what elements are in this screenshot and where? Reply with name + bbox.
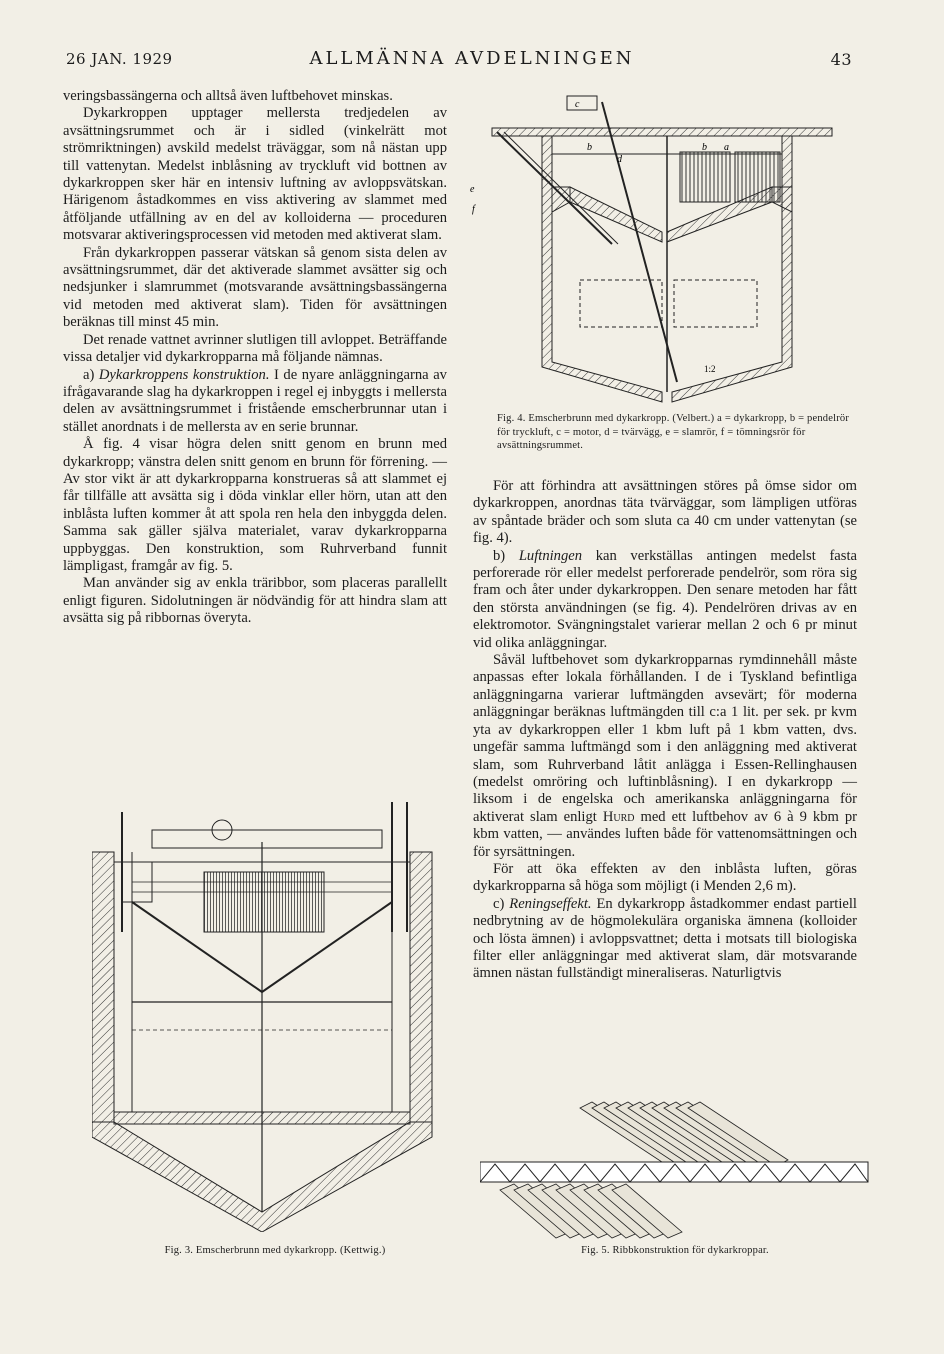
label-b-right: b bbox=[702, 142, 707, 153]
section-heading: Reningseffekt. bbox=[509, 895, 592, 912]
paragraph bbox=[473, 548, 857, 652]
label-c: c bbox=[575, 99, 580, 110]
label-slope: 1:2 bbox=[704, 364, 716, 374]
section-heading: Dykarkroppens konstruktion. bbox=[98, 366, 270, 383]
paragraph: Från dykarkroppen passerar vätskan så genom sista delen av avsättningsrummet, där det aktiverade slammet avsätter sig och nedsjunker i slamrummet (motsvarande avsättningsbassängerna vid metoden med aktiverat slam). Tiden för avsättningen beräknas till minst 45 min. bbox=[63, 244, 447, 331]
list-marker: b) bbox=[493, 547, 519, 564]
header-date: 26 JAN. 1929 bbox=[66, 50, 173, 68]
paragraph-text: En dykarkropp åstadkommer endast partiell nedbrytning av de högmolekulära organiska ämnena (kolloider och lösta ämnen) i avloppsvattnet; detta i motsats till biologiska filter eller anläggningar med aktiverat slam, där motsvarande ämnen nästan fullständigt mineraliseras. Naturligtvis bbox=[473, 895, 857, 982]
section-heading: Luftningen bbox=[518, 547, 583, 564]
paragraph: veringsbassängerna och alltså även luftbehovet minskas. bbox=[63, 88, 393, 104]
figure-5 bbox=[480, 1100, 870, 1240]
paragraph-text: I de nyare anläggningarna av ifrågavarande slag ha dykarkroppen i regel ej inbyggts i mellersta delen av avsättningsrummet i fristående emscherbrunnar utan i stället anordnats i de mellersta av en serie brunnar. bbox=[63, 366, 447, 435]
label-f: f bbox=[472, 204, 475, 215]
figure-4-drawing bbox=[452, 92, 852, 407]
figure-3-drawing bbox=[92, 792, 447, 1232]
paragraph: Man använder sig av enkla träribbor, som placeras parallellt enligt figuren. Sidolutningen är nödvändig för att hindra slam att avsätta sig på ribbornas överyta. bbox=[63, 575, 447, 627]
figure-5-caption: Fig. 5. Ribbkonstruktion för dykarkroppar. bbox=[581, 1245, 769, 1256]
right-column bbox=[473, 478, 857, 983]
figure-4-caption: Fig. 4. Emscherbrunn med dykarkropp. (Velbert.) a = dykarkropp, b = pendelrör för tryckluft, c = motor, d = tvärvägg, e = slamrör, f = tömningsrör för avsättningsrummet. bbox=[497, 413, 850, 451]
paragraph-text: Såväl luftbehovet som dykarkropparnas rymdinnehåll måste anpassas efter lokala förhållanden. I de i Tyskland befintliga anläggningarna varierar luftmängden avsevärt; för moderna anläggningar beräknas luftmängden till c:a 1 lit. per sek. pr kvm yta av dykarkroppen eller 1 kbm luft på 1 kbm vatten, dvs. ungefär samma luftmängd som i den anläggning med aktiverat slam, som Ruhrverband låtit anlägga i Essen-Rellinghausen (medelst omröring och luftinblåsning). I en dykarkropp — liksom i de engelska och amerikanska anläggningarna för aktiverat slam enligt bbox=[473, 652, 857, 825]
figure-4 bbox=[452, 92, 852, 407]
label-d: d bbox=[617, 154, 622, 165]
figure-3 bbox=[92, 792, 447, 1232]
list-marker: c) bbox=[493, 895, 510, 912]
paragraph-text: kan verkställas antingen medelst fasta perforerade rör eller medelst perforerade pendelrör, som röra sig fram och åter under dykarkroppen. Den senare metoden har fått den största användningen (se fig. 4). Pendelrören drivas av en elektromotor. Svängningstalet varierar mellan 2 och 6 pr minut vid olika anläggningar. bbox=[473, 547, 857, 651]
figure-5-drawing bbox=[480, 1100, 870, 1240]
paragraph bbox=[473, 652, 857, 861]
paragraph: Dykarkroppen upptager mellersta tredjedelen av avsättningsrummet och är i sidled (vinkelrätt mot strömriktningen) avskild medelst träväggar, som nå nästan upp till vattenytan. Medelst inblåsning av tryckluft vid bottnen av dykarkroppen sker här en intensiv luftning av avloppsvätskan. Härigenom åstadkommes en viss aktivering av slammet med åtföljande utfällning av en del av kolloiderna — proceduren motsvarar aktiveringsprocessen vid metoden med aktiverat slam. bbox=[63, 105, 447, 244]
paragraph-text: med ett luftbehov av 6 à 9 kbm pr kbm vatten, — användes luften både för vattenomsättningen och för syrsättningen. bbox=[473, 808, 857, 860]
left-column bbox=[63, 88, 447, 628]
label-e: e bbox=[470, 184, 475, 195]
paragraph bbox=[473, 896, 857, 983]
label-b-left: b bbox=[587, 142, 592, 153]
label-a: a bbox=[724, 142, 729, 153]
paragraph: För att förhindra att avsättningen störes på ömse sidor om dykarkroppen, anordnas täta tvärväggar, som lämpligen utföras av spåntade bräder och som sluta ca 40 cm under vattenytan (se fig. 4). bbox=[473, 478, 857, 547]
name-hurd: Hurd bbox=[602, 808, 635, 825]
paragraph: Det renade vattnet avrinner slutligen till avloppet. Beträffande vissa detaljer vid dykarkropparna må följande nämnas. bbox=[63, 331, 447, 366]
paragraph bbox=[63, 367, 447, 437]
page-number: 43 bbox=[830, 50, 852, 69]
list-marker: a) bbox=[83, 366, 99, 383]
paragraph: Å fig. 4 visar högra delen snitt genom en brunn med dykarkropp; vänstra delen snitt genom en brunn för förrening. — Av stor vikt är att dykarkropparna konstrueras så att slammet ej får tillfälle att avsätta sig i döda vinklar eller hörn, utan att den inblåsta luften kommer åt att spola ren hela den inbyggda delen. Samma sak gäller själva materialet, varav dykarkropparna uppbyggas. Den konstruktion, som Ruhrverband funnit lämpligast, framgår av fig. 5. bbox=[63, 436, 447, 574]
header-title: ALLMÄNNA AVDELNINGEN bbox=[309, 48, 635, 69]
figure-3-caption: Fig. 3. Emscherbrunn med dykarkropp. (Kettwig.) bbox=[164, 1245, 386, 1256]
paragraph: För att öka effekten av den inblåsta luften, göras dykarkropparna så höga som möjligt (i Menden 2,6 m). bbox=[473, 860, 857, 895]
